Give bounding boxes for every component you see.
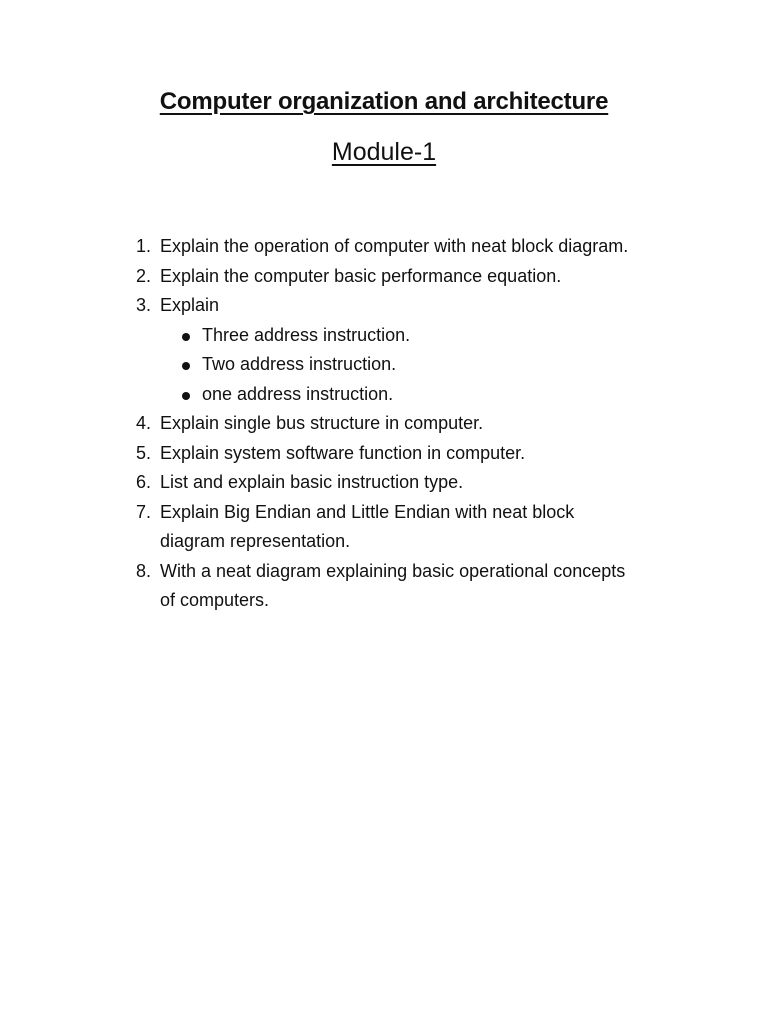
- question-text: Explain Big Endian and Little Endian with neat block diagram representation.: [160, 501, 575, 551]
- question-number: 4.: [136, 413, 152, 433]
- question-item: [136, 468, 636, 498]
- question-number: 8.: [136, 560, 152, 581]
- question-text: Explain single bus structure in computer.: [160, 413, 484, 433]
- question-number: 3.: [136, 295, 152, 315]
- question-item: [136, 291, 636, 321]
- question-text: Explain the operation of computer with neat block diagram.: [160, 236, 629, 256]
- question-number: 7.: [136, 501, 152, 522]
- sub-item-text: Two address instruction.: [202, 354, 397, 374]
- question-text: With a neat diagram explaining basic operational concepts of computers.: [160, 560, 626, 610]
- sub-item-text: Three address instruction.: [202, 324, 411, 345]
- module-heading: Module-1: [331, 138, 437, 166]
- question-number: 2.: [136, 265, 152, 286]
- sub-list-item: [136, 380, 636, 410]
- question-item: [136, 439, 636, 469]
- question-number: 6.: [136, 472, 152, 492]
- sub-item-text: one address instruction.: [202, 383, 394, 404]
- question-item: [136, 557, 636, 616]
- question-item: [136, 262, 636, 292]
- bullet-icon: [182, 392, 190, 400]
- question-item: [136, 409, 636, 439]
- bullet-icon: [182, 362, 190, 370]
- bullet-icon: [182, 333, 190, 341]
- question-text: Explain the computer basic performance equation.: [160, 265, 562, 286]
- question-item: [136, 232, 636, 262]
- page-title: Computer organization and architecture: [159, 88, 609, 115]
- sub-item-list: [136, 321, 636, 410]
- question-item: [136, 498, 636, 557]
- question-text: List and explain basic instruction type.: [160, 472, 464, 492]
- question-text: Explain: [160, 295, 220, 315]
- sub-list-item: [136, 350, 636, 380]
- question-number: 5.: [136, 442, 152, 463]
- sub-list-item: [136, 321, 636, 351]
- question-text: Explain system software function in computer.: [160, 442, 526, 463]
- question-list: [136, 232, 636, 616]
- question-number: 1.: [136, 236, 152, 256]
